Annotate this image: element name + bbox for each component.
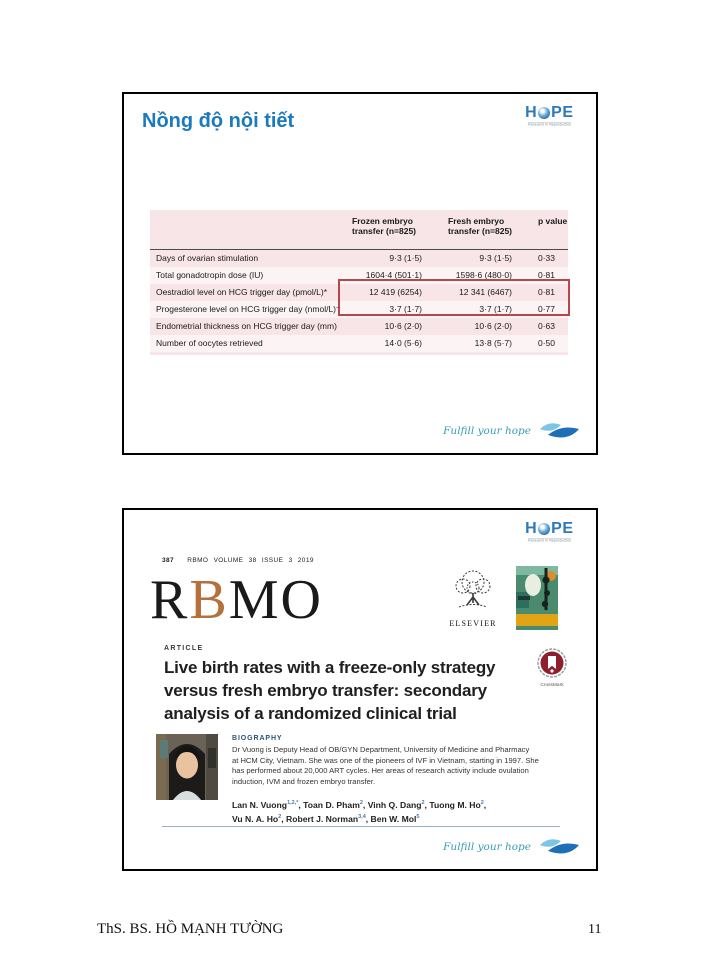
biography-text: induction, IVM and frozen embryo transfer. — [232, 776, 376, 786]
p-value: 0·81 — [538, 287, 556, 297]
rbmo-letter-b: B — [189, 569, 229, 631]
globe-icon — [538, 107, 550, 119]
row-label: Total gonadotropin dose (IU) — [156, 270, 264, 280]
author-name: Vu N. A. Ho — [232, 814, 279, 825]
fresh-value: 9·3 (1·5) — [479, 253, 512, 264]
fresh-value: 12 341 (6467) — [459, 287, 512, 297]
hope-letters-pe: PE — [551, 104, 574, 121]
author-affiliation: 2 — [278, 814, 282, 821]
title-line: Live birth rates with a freeze-only strategy — [164, 658, 496, 677]
row-label: Endometrial thickness on HCG trigger day (mm) — [156, 321, 337, 331]
portrait-icon — [156, 734, 218, 800]
p-value: 0·63 — [538, 321, 556, 331]
journal-meta: RBMO VOLUME 38 ISSUE 3 2019 — [187, 557, 314, 564]
header-empty — [150, 213, 348, 250]
crossmark-label: CrossMark — [540, 683, 564, 688]
crossmark-badge — [534, 648, 570, 689]
author-affiliation: 2 — [359, 800, 363, 806]
divider-line — [162, 826, 560, 827]
author-portrait-photo — [156, 734, 218, 800]
hope-subtitle: Research in Reproduction — [527, 123, 571, 127]
article-title — [164, 656, 495, 725]
fresh-value: 1598·6 (480·0) — [455, 270, 512, 280]
tagline-text: Fulfill your hope — [443, 841, 531, 853]
author-name: Toan D. Pham — [303, 799, 360, 810]
footer-author-name: ThS. BS. HỒ MẠNH TƯỜNG — [97, 921, 284, 937]
author-affiliation: 2 — [421, 800, 425, 806]
table-row — [150, 318, 568, 335]
journal-cover-icon — [516, 566, 558, 630]
p-value: 0·50 — [538, 338, 556, 348]
tagline-text: Fulfill your hope — [443, 425, 531, 437]
biography-label: BIOGRAPHY — [232, 735, 283, 742]
hope-logo — [515, 521, 584, 546]
frozen-value: 3·7 (1·7) — [389, 304, 422, 314]
author-affiliation: 1,2,* — [287, 800, 299, 806]
fresh-value: 3·7 (1·7) — [479, 304, 512, 314]
biography-text: at HCM City, Vietnam. She was one of the pioneers of IVF in Vietnam, starting in 1997. She — [232, 755, 539, 765]
biography-text: Dr Vuong is Deputy Head of OB/GYN Department, University of Medicine and Pharmacy — [232, 745, 530, 754]
article-type-label: ARTICLE — [164, 645, 204, 652]
frozen-value: 9·3 (1·5) — [389, 253, 422, 264]
rbmo-letter-r: R — [150, 569, 190, 631]
hope-letter-h: H — [525, 104, 538, 121]
header-fresh: Fresh embryo transfer (n=825) — [444, 213, 534, 250]
elsevier-wordmark: ELSEVIER — [449, 619, 497, 628]
hope-leaf-icon — [538, 420, 580, 442]
row-label: Days of ovarian stimulation — [156, 253, 259, 264]
slide-title: Nồng độ nội tiết — [142, 110, 295, 132]
biography-text: has performed about 20,000 ART cycles. Her areas of research activity include ovulation — [232, 766, 529, 776]
author-name: Vinh Q. Dang — [367, 799, 422, 810]
footer-page-number: 11 — [588, 922, 602, 937]
row-label: Progesterone level on HCG trigger day (nmol/L)† — [156, 304, 341, 314]
row-label: Oestradiol level on HCG trigger day (pmol/L)* — [156, 287, 328, 297]
row-label: Number of oocytes retrieved — [156, 338, 263, 348]
frozen-value: 10·6 (2·0) — [384, 321, 422, 331]
frozen-value: 14·0 (5·6) — [384, 338, 422, 348]
p-value: 0·81 — [538, 270, 556, 280]
rbmo-letters-mo: MO — [228, 569, 323, 631]
biography-section — [232, 735, 578, 787]
title-line: versus fresh embryo transfer: secondary — [164, 681, 487, 700]
author-affiliation: 2 — [480, 800, 484, 806]
author-affiliation: 5 — [416, 814, 420, 821]
hope-subtitle: Research in Reproduction — [527, 539, 571, 543]
author-name: Lan N. Vuong — [232, 799, 288, 810]
slide-hormone-levels — [122, 92, 598, 455]
slide-rbmo-article — [122, 508, 598, 871]
journal-cover-thumbnail — [516, 566, 558, 630]
frozen-value: 12 419 (6254) — [369, 287, 422, 297]
rbmo-logo — [150, 569, 323, 631]
header-frozen: Frozen embryo transfer (n=825) — [348, 213, 444, 250]
author-line-1: Lan N. Vuong$^{1,2,*}$, Toan D. Pham$^2$, Vinh Q. Dang$^2$, Tuong M. Ho$^2$, — [232, 799, 487, 810]
highlight-box — [338, 279, 570, 316]
fresh-value: 10·6 (2·0) — [474, 321, 512, 331]
crossmark-icon — [537, 648, 567, 678]
fulfill-tagline — [443, 836, 580, 858]
author-list — [232, 797, 486, 826]
fresh-value: 13·8 (5·7) — [474, 338, 512, 348]
p-value: 0·33 — [538, 253, 556, 264]
globe-icon — [538, 523, 550, 535]
frozen-value: 1604·4 (501·1) — [365, 270, 422, 280]
author-affiliation: 3,4 — [358, 814, 366, 821]
author-line-2: Vu N. A. Ho$^2$, Robert J. Norman$^{3,4}$, Ben W. Mol$^5$ — [232, 814, 420, 825]
table-row — [150, 250, 568, 267]
title-line: analysis of a randomized clinical trial — [164, 704, 457, 723]
journal-header — [162, 557, 314, 564]
hope-wordmark — [515, 105, 584, 121]
hope-logo — [515, 105, 584, 130]
elsevier-logo — [442, 568, 504, 628]
hope-letter-h: H — [525, 520, 538, 537]
elsevier-tree-icon — [450, 568, 496, 614]
fulfill-tagline — [443, 420, 580, 442]
hope-leaf-icon — [538, 836, 580, 858]
author-name: Robert J. Norman — [286, 814, 359, 825]
author-name: Ben W. Mol — [370, 814, 417, 825]
p-value: 0·77 — [538, 304, 556, 314]
table-row — [150, 335, 568, 352]
hope-wordmark — [515, 521, 584, 537]
header-pvalue: p value — [534, 213, 568, 250]
table-header-row — [150, 213, 568, 250]
hope-letters-pe: PE — [551, 520, 574, 537]
journal-page-number: 387 — [162, 557, 175, 564]
author-name: Tuong M. Ho — [429, 799, 481, 810]
